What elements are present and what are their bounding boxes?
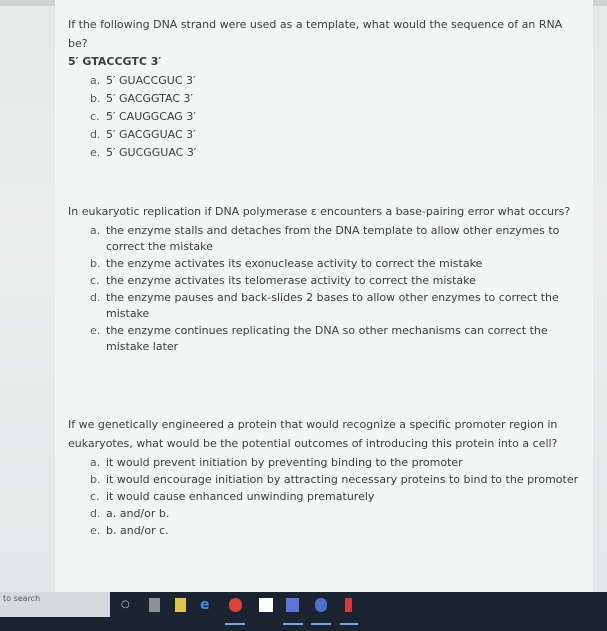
- option-text: the enzyme continues replicating the DNA so other mechanisms can correct the mistake later: [106, 324, 548, 353]
- chrome-icon[interactable]: [229, 598, 242, 612]
- option-letter: d.: [90, 128, 101, 141]
- option-letter: a.: [90, 456, 101, 469]
- store-icon[interactable]: [175, 598, 186, 612]
- answer-options: [68, 455, 583, 539]
- app-icon[interactable]: [315, 598, 327, 612]
- answer-option[interactable]: [68, 472, 583, 488]
- search-placeholder: to search: [3, 594, 41, 603]
- option-text: it would encourage initiation by attracting necessary proteins to bind to the promoter: [106, 473, 579, 486]
- running-indicator: [311, 623, 331, 625]
- mail-icon[interactable]: [259, 598, 273, 612]
- option-letter: a.: [90, 74, 101, 87]
- taskbar: [0, 592, 607, 631]
- answer-option[interactable]: [68, 506, 583, 522]
- answer-option[interactable]: [68, 73, 583, 89]
- option-letter: d.: [90, 291, 101, 304]
- answer-option[interactable]: [68, 91, 583, 107]
- option-letter: b.: [90, 92, 101, 105]
- question-1: [68, 15, 583, 163]
- answer-option[interactable]: [68, 290, 583, 322]
- option-letter: c.: [90, 274, 100, 287]
- option-text: a. and/or b.: [106, 507, 170, 520]
- cortana-icon[interactable]: ○: [121, 599, 130, 610]
- option-letter: c.: [90, 110, 100, 123]
- option-text: it would cause enhanced unwinding prematurely: [106, 490, 375, 503]
- answer-option[interactable]: [68, 273, 583, 289]
- option-letter: e.: [90, 324, 101, 337]
- option-letter: d.: [90, 507, 101, 520]
- option-text: 5′ GUCGGUAC 3′: [106, 146, 197, 159]
- app-icon[interactable]: [345, 598, 352, 612]
- option-text: the enzyme activates its telomerase activity to correct the mistake: [106, 274, 476, 287]
- question-stem: If we genetically engineered a protein that would recognize a specific promoter region in eukaryotes, what would be the potential outcomes of introducing this protein into a cell?: [68, 418, 558, 450]
- option-text: 5′ GUACCGUC 3′: [106, 74, 196, 87]
- edge-icon[interactable]: e: [200, 597, 210, 613]
- answer-options: [68, 223, 583, 355]
- running-indicator: [283, 623, 303, 625]
- option-letter: b.: [90, 257, 101, 270]
- option-text: 5′ CAUGGCAG 3′: [106, 110, 196, 123]
- option-letter: e.: [90, 146, 101, 159]
- answer-option[interactable]: [68, 127, 583, 143]
- answer-option[interactable]: [68, 323, 583, 355]
- app-icon[interactable]: [286, 598, 299, 612]
- option-text: the enzyme pauses and back-slides 2 bases to allow other enzymes to correct the mistake: [106, 291, 559, 320]
- question-2: [68, 202, 583, 356]
- question-stem: If the following DNA strand were used as a template, what would the sequence of an RNA be?: [68, 18, 563, 50]
- answer-option[interactable]: [68, 109, 583, 125]
- option-text: it would prevent initiation by preventing binding to the promoter: [106, 456, 463, 469]
- option-text: the enzyme stalls and detaches from the DNA template to allow other enzymes to correct the mistake: [106, 224, 560, 253]
- option-text: 5′ GACGGTAC 3′: [106, 92, 194, 105]
- answer-options: [68, 73, 583, 161]
- answer-option[interactable]: [68, 523, 583, 539]
- running-indicator: [225, 623, 245, 625]
- answer-option[interactable]: [68, 145, 583, 161]
- option-text: b. and/or c.: [106, 524, 169, 537]
- option-text: the enzyme activates its exonuclease activity to correct the mistake: [106, 257, 483, 270]
- option-letter: b.: [90, 473, 101, 486]
- question-stem: In eukaryotic replication if DNA polymerase ε encounters a base-pairing error what occurs?: [68, 205, 571, 218]
- option-letter: a.: [90, 224, 101, 237]
- dna-sequence: 5′ GTACCGTC 3′: [68, 55, 162, 68]
- option-letter: e.: [90, 524, 101, 537]
- answer-option[interactable]: [68, 256, 583, 272]
- task-view-icon[interactable]: [149, 598, 160, 612]
- question-3: [68, 415, 583, 540]
- answer-option[interactable]: [68, 455, 583, 471]
- taskbar-search-box[interactable]: [0, 592, 110, 617]
- answer-option[interactable]: [68, 223, 583, 255]
- option-text: 5′ GACGGUAC 3′: [106, 128, 196, 141]
- option-letter: c.: [90, 490, 100, 503]
- running-indicator: [340, 623, 358, 625]
- answer-option[interactable]: [68, 489, 583, 505]
